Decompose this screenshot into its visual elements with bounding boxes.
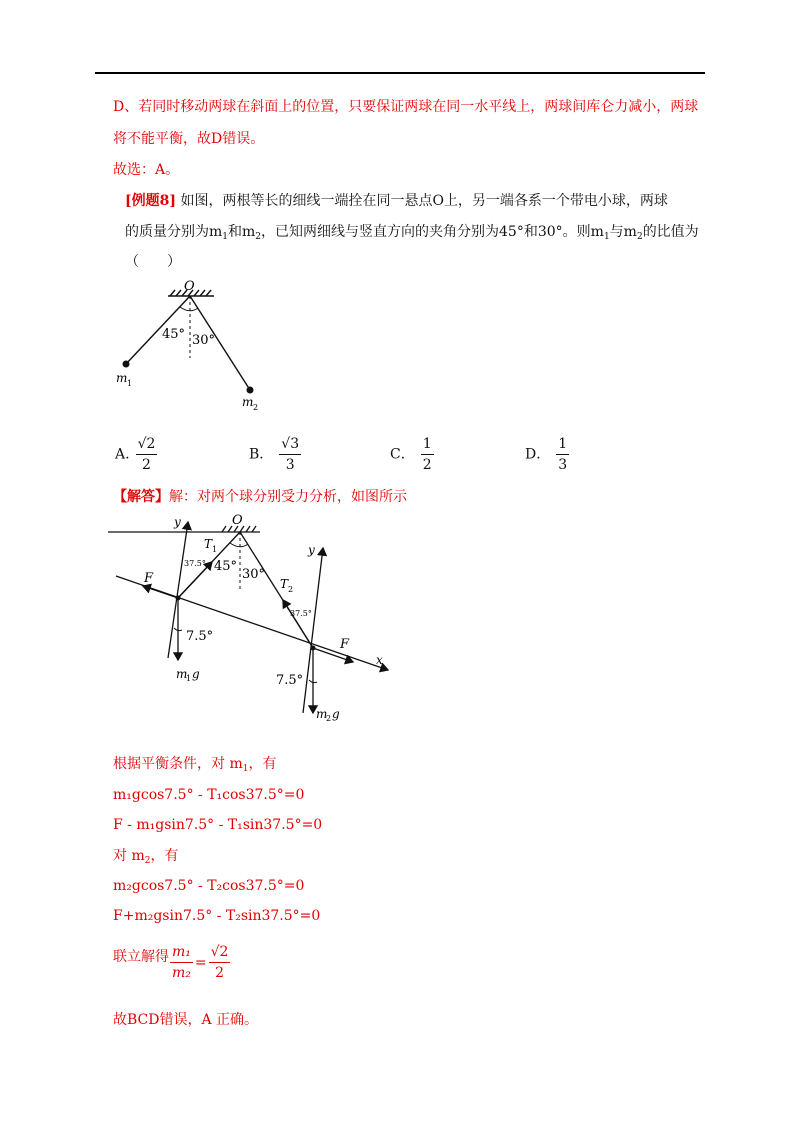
answer-tag: 【解答】 xyxy=(113,489,169,505)
svg-text:y: y xyxy=(308,543,315,557)
svg-text:g: g xyxy=(332,707,340,721)
answer-choice: 故选：A。 xyxy=(113,162,180,178)
svg-text:F: F xyxy=(144,571,154,586)
option-d[interactable]: D． $\frac{1}{3}$ xyxy=(525,436,568,473)
svg-text:m: m xyxy=(116,371,128,385)
svg-text:45°: 45° xyxy=(162,327,186,342)
svg-text:x: x xyxy=(376,653,383,667)
option-a[interactable]: A. $\frac{√2}{2}$ xyxy=(115,436,156,473)
problem-line2: 的质量分别为$m_1$和$m_2$，已知两细线与竖直方向的夹角分别为45°和30°。则$m_1$与$m_2$的比值为 xyxy=(125,224,699,242)
svg-text:7.5°: 7.5° xyxy=(276,673,304,688)
svg-text:2: 2 xyxy=(253,403,259,412)
svg-text:1: 1 xyxy=(212,545,218,554)
svg-text:m: m xyxy=(316,707,328,721)
svg-text:37.5°: 37.5° xyxy=(290,609,312,618)
result-equation: $\frac{\text{m₁}}{\text{m₂}}$ = $\frac{√2}{2}$ xyxy=(172,944,229,981)
header-rule xyxy=(95,72,705,74)
equation-2: F - m₁gsin7.5° - T₁sin37.5°=0 xyxy=(113,817,323,833)
problem-figure xyxy=(110,278,290,418)
svg-text:1: 1 xyxy=(186,674,192,683)
condition-m2: 对 $m_2$，有 xyxy=(113,848,179,866)
problem-text1: 如图，两根等长的细线一端拴在同一悬点O上，另一端各系一个带电小球，两球 xyxy=(180,193,668,209)
svg-text:g: g xyxy=(192,667,200,681)
svg-text:T: T xyxy=(204,537,213,551)
svg-text:T: T xyxy=(280,577,289,591)
svg-text:2: 2 xyxy=(326,714,332,723)
svg-text:45°: 45° xyxy=(214,559,238,574)
svg-text:m: m xyxy=(242,395,254,409)
svg-text:37.5°: 37.5° xyxy=(184,559,206,568)
conclusion: 故BCD错误，A 正确。 xyxy=(113,1012,259,1028)
option-b[interactable]: B． $\frac{√3}{3}$ xyxy=(249,436,300,473)
solve-label: 联立解得 xyxy=(113,949,169,965)
option-d-explanation-line2: 将不能平衡，故D错误。 xyxy=(113,131,265,147)
svg-text:F: F xyxy=(340,637,350,652)
answer-intro-line: 【解答】解：对两个球分别受力分析，如图所示 xyxy=(113,489,407,505)
equation-4: F+m₂gsin7.5° - T₂sin37.5°=0 xyxy=(113,908,321,924)
svg-text:y: y xyxy=(174,515,181,529)
equation-1: m₁gcos7.5° - T₁cos37.5°=0 xyxy=(113,787,305,803)
svg-text:1: 1 xyxy=(127,379,133,388)
problem-line1 xyxy=(125,191,668,211)
svg-text:O: O xyxy=(184,279,195,294)
force-diagram xyxy=(108,508,398,723)
svg-text:O: O xyxy=(232,513,243,528)
option-d-explanation-line1: D、若同时移动两球在斜面上的位置，只要保证两球在同一水平线上，两球间库仑力减小，两球 xyxy=(113,99,699,115)
answer-blank: （ ） xyxy=(125,254,181,270)
svg-text:30°: 30° xyxy=(242,567,266,582)
option-c[interactable]: C． $\frac{1}{2}$ xyxy=(390,436,432,473)
svg-text:30°: 30° xyxy=(192,333,216,348)
svg-text:7.5°: 7.5° xyxy=(186,629,214,644)
condition-m1: 根据平衡条件，对 $m_1$，有 xyxy=(113,756,277,774)
svg-text:2: 2 xyxy=(288,585,294,594)
svg-text:m: m xyxy=(176,667,188,681)
equation-3: m₂gcos7.5° - T₂cos37.5°=0 xyxy=(113,878,305,894)
example-tag: [例题8] xyxy=(125,193,176,209)
